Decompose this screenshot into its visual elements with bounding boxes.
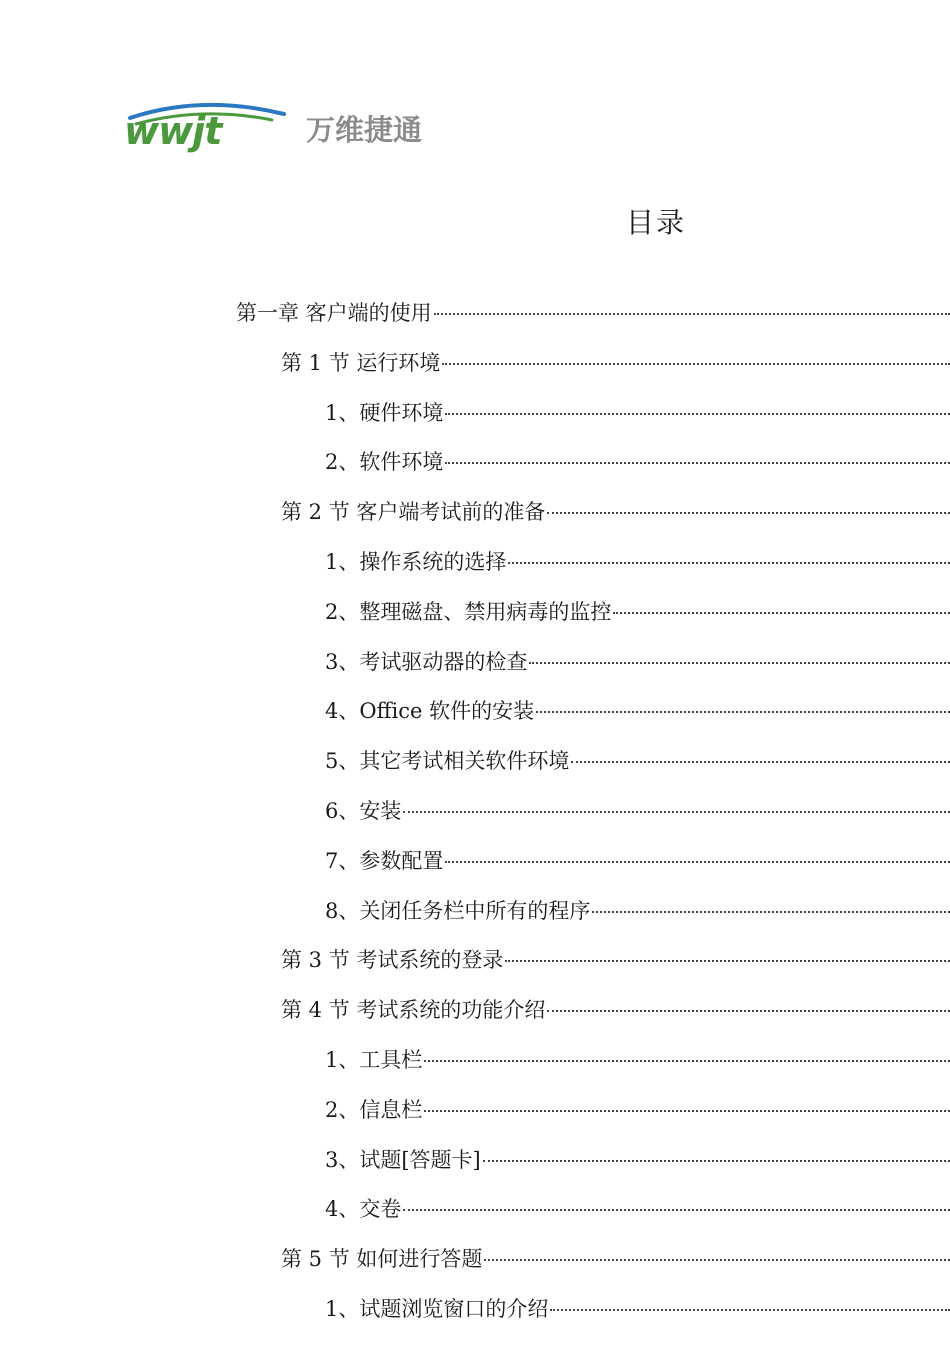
toc-dot-leader [592,911,950,913]
logo-latin-text: wwjt [124,109,222,153]
toc-entry-text: 3、试题[答题卡] [325,1147,481,1172]
toc-entry-text: 2、软件环境 [325,450,444,475]
toc-entry-text: 第 4 节 考试系统的功能介绍 [281,998,546,1023]
toc-entry[interactable] [0,494,950,544]
toc-entry[interactable] [0,992,950,1042]
toc-dot-leader [529,662,950,664]
toc-entry[interactable] [0,1291,950,1341]
toc-dot-leader [508,562,950,564]
toc-dot-leader [403,1209,950,1211]
toc-entry-text: 1、硬件环境 [325,400,444,425]
toc-entry[interactable] [0,693,950,743]
logo-chinese-text: 万维捷通 [306,113,423,147]
toc-entry-text: 第 2 节 客户端考试前的准备 [281,500,546,525]
toc-entry[interactable] [0,444,950,494]
toc-dot-leader [613,612,950,614]
toc-entry-text: 1、工具栏 [325,1047,423,1072]
toc-entry[interactable] [0,893,950,943]
toc-dot-leader [547,512,950,514]
toc-entry-text: 5、其它考试相关软件环境 [325,749,570,774]
toc-entry-text: 1、试题浏览窗口的介绍 [325,1296,549,1321]
toc-entry[interactable] [0,1042,950,1092]
toc-dot-leader [403,811,950,813]
toc-dot-leader [483,1160,950,1162]
toc-dot-leader [445,861,950,863]
toc-entry[interactable] [0,644,950,694]
toc-entry-text: 1、操作系统的选择 [325,549,507,574]
toc-dot-leader [442,363,950,365]
toc-entry-text: 4、交卷 [325,1197,402,1222]
toc-entry-text: 第一章 客户端的使用 [236,301,432,325]
toc-entry[interactable] [0,1092,950,1142]
toc-entry-text: 8、关闭任务栏中所有的程序 [325,898,591,923]
toc-entry-text: 4、Office 软件的安装 [325,699,535,724]
toc-entry-text: 2、信息栏 [325,1097,423,1122]
toc-entry[interactable] [0,1142,950,1192]
toc-dot-leader [536,711,950,713]
toc-entry-text: 3、考试驱动器的检查 [325,649,528,674]
table-of-contents [0,295,950,1341]
toc-entry[interactable] [0,843,950,893]
toc-entry[interactable] [0,1241,950,1291]
toc-dot-leader [434,313,950,315]
toc-entry[interactable] [0,345,950,395]
toc-dot-leader [505,960,950,962]
toc-dot-leader [424,1060,950,1062]
toc-entry-text: 第 1 节 运行环境 [281,350,441,375]
toc-entry[interactable] [0,793,950,843]
toc-dot-leader [547,1010,950,1012]
toc-dot-leader [445,462,950,464]
toc-dot-leader [424,1110,950,1112]
logo-graphic [122,100,442,156]
toc-entry-text: 第 3 节 考试系统的登录 [281,948,504,973]
toc-entry-text: 6、安装 [325,798,402,823]
toc-entry[interactable] [0,594,950,644]
toc-dot-leader [550,1309,950,1311]
toc-dot-leader [445,413,950,415]
toc-entry-text: 2、整理磁盘、禁用病毒的监控 [325,599,612,624]
toc-dot-leader [484,1259,950,1261]
page-title: 目录 [625,206,686,239]
toc-entry[interactable] [0,395,950,445]
toc-entry[interactable] [0,544,950,594]
toc-entry[interactable] [0,1191,950,1241]
toc-dot-leader [571,761,950,763]
toc-entry[interactable] [0,743,950,793]
toc-entry[interactable] [0,942,950,992]
toc-entry-text: 7、参数配置 [325,848,444,873]
company-logo [122,100,442,156]
toc-entry-text: 第 5 节 如何进行答题 [281,1247,483,1272]
toc-entry[interactable] [0,295,950,345]
